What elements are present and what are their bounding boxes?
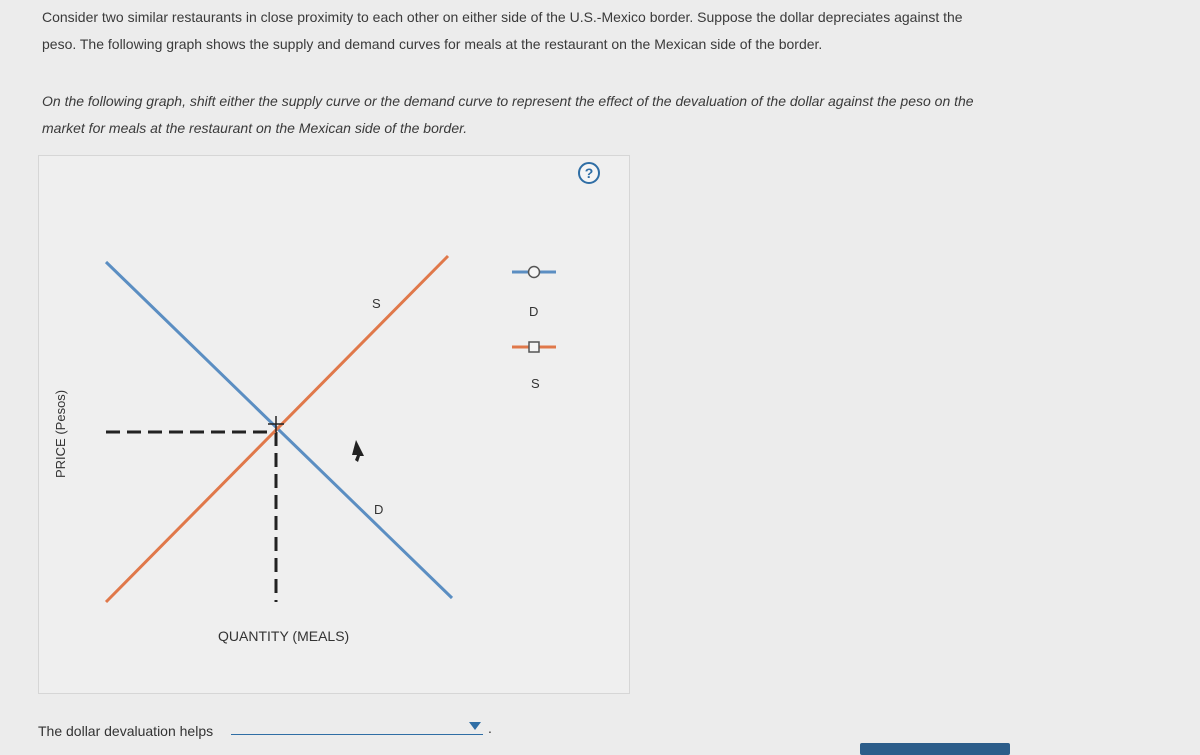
x-axis-label: QUANTITY (MEALS) bbox=[218, 628, 350, 644]
supply-curve-label: S bbox=[372, 296, 381, 311]
answer-sentence: The dollar devaluation helps bbox=[38, 723, 214, 739]
cursor-icon bbox=[352, 440, 364, 462]
equilibrium-point bbox=[268, 416, 284, 432]
question-intro: Consider two similar restaurants in close proximity to each other on either side of the U.S.-Mexico border. Suppose the dollar depreciates against the peso. The following graph shows the supply and demand curves for meals at the restaurant on the Mexican side of the border. bbox=[42, 9, 963, 52]
demand-curve-label: D bbox=[374, 502, 384, 517]
question-instruction: On the following graph, shift either the supply curve or the demand curve to represent the effect of the devaluation of the dollar against the peso on the market for meals at the restaurant on the Mexican side of the border. bbox=[42, 93, 974, 136]
palette-demand-label: D bbox=[529, 304, 539, 319]
palette-demand-tool[interactable] bbox=[512, 267, 556, 278]
help-icon[interactable]: ? bbox=[578, 162, 600, 184]
palette-supply-label: S bbox=[531, 376, 540, 391]
chevron-down-icon bbox=[469, 722, 481, 730]
palette-supply-tool[interactable] bbox=[512, 342, 556, 352]
submit-button[interactable] bbox=[860, 743, 1010, 755]
y-axis-label: PRICE (Pesos) bbox=[53, 389, 68, 478]
answer-dropdown[interactable] bbox=[231, 718, 483, 735]
answer-trailing-period: . bbox=[488, 720, 492, 736]
